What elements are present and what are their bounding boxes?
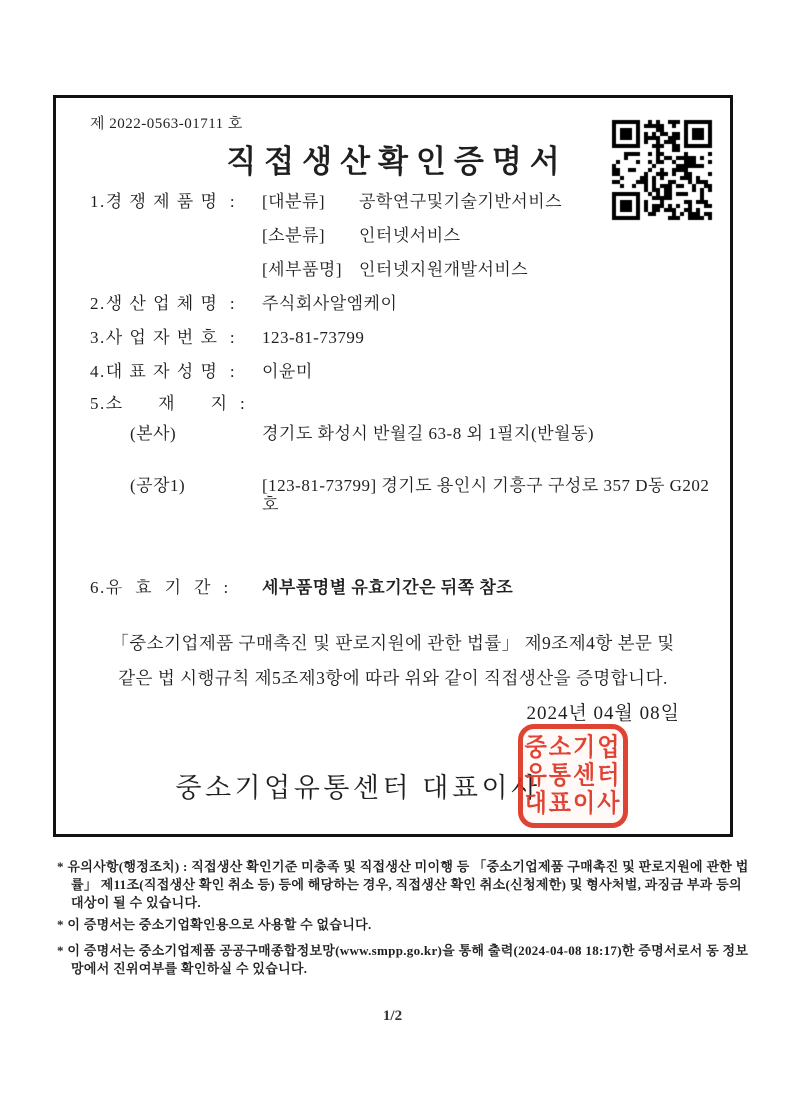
field-value: 세부품명별 유효기간은 뒤쪽 참조 (262, 578, 514, 597)
field-competing-product (90, 192, 712, 211)
footnote-print-info: * 이 증명서는 중소기업제품 공공구매종합정보망(www.smpp.go.kr)을 통해 출력(2024-04-08 18:17)한 증명서로서 동 정보망에서 진위여부를 확인하실 수 있습니다. (57, 943, 749, 976)
document-number: 제 2022-0563-01711 호 (90, 116, 243, 132)
field-value: 인터넷서비스 (359, 226, 461, 245)
field-producer-name (90, 294, 712, 313)
field-business-number (90, 328, 712, 347)
field-representative-name (90, 362, 712, 381)
field-value: 이윤미 (262, 362, 313, 381)
legal-statement-line2: 같은 법 시행규칙 제5조제3항에 따라 위와 같이 직접생산을 증명합니다. (118, 668, 668, 688)
certificate-frame (53, 95, 733, 837)
field-sublabel: (본사) (130, 424, 177, 443)
issuer-name: 중소기업유통센터 대표이사 (175, 773, 541, 803)
field-value: 공학연구및기술기반서비스 (359, 192, 563, 211)
page-number: 1/2 (382, 1008, 403, 1024)
seal-text-row: 중소기업 (524, 733, 622, 761)
field-label: 3.사 업 자 번 호 : (90, 328, 242, 347)
field-value: 인터넷지원개발서비스 (359, 260, 529, 279)
field-address-headquarters (90, 424, 712, 443)
field-address-header (90, 394, 712, 413)
field-address-factory1 (90, 476, 712, 514)
footnote-usage-restriction: * 이 증명서는 중소기업확인용으로 사용할 수 없습니다. (57, 917, 372, 932)
field-label: 5.소 재 지 : (90, 394, 252, 413)
official-seal (518, 724, 628, 828)
category-tag-major: [대분류] (262, 192, 326, 211)
category-tag-detail: [세부품명] (262, 260, 343, 279)
footnotes (57, 858, 749, 978)
issue-date: 2024년 04월 08일 (526, 703, 680, 724)
seal-text-row: 유통센터 (524, 761, 622, 789)
field-value: 경기도 화성시 반월길 63-8 외 1필지(반월동) (262, 424, 595, 443)
field-sublabel: (공장1) (130, 476, 186, 495)
field-competing-product-detail (90, 260, 712, 279)
certificate-title: 직접생산확인증명서 (226, 144, 568, 179)
field-value: 주식회사알엠케이 (262, 294, 398, 313)
field-value: 123-81-73799 (262, 328, 365, 347)
field-label: 1.경 쟁 제 품 명 : (90, 192, 242, 211)
field-competing-product-sub (90, 226, 712, 245)
category-tag-minor: [소분류] (262, 226, 326, 245)
footnote-administrative-action: * 유의사항(행정조치) : 직접생산 확인기준 미충족 및 직접생산 미이행 등 「중소기업제품 구매촉진 및 판로지원에 관한 법률」 제11조(직접생산 확인 취소 등) 등에 해당하는 경우, 직접생산 확인 취소(신청제한) 및 형사처벌, 과징금 부과 등의 대상이 될 수 있습니다. (57, 859, 749, 910)
field-label: 4.대 표 자 성 명 : (90, 362, 242, 381)
seal-text-row: 대표이사 (524, 789, 622, 817)
field-value: [123-81-73799] 경기도 용인시 기흥구 구성로 357 D동 G202호 (262, 476, 710, 514)
legal-statement-line1: 「중소기업제품 구매촉진 및 판로지원에 관한 법률」 제9조제4항 본문 및 (111, 633, 675, 653)
field-validity-period (90, 578, 712, 597)
field-label: 6.유 효 기 간 : (90, 578, 236, 597)
field-label: 2.생 산 업 체 명 : (90, 294, 242, 313)
legal-statement (56, 626, 730, 696)
